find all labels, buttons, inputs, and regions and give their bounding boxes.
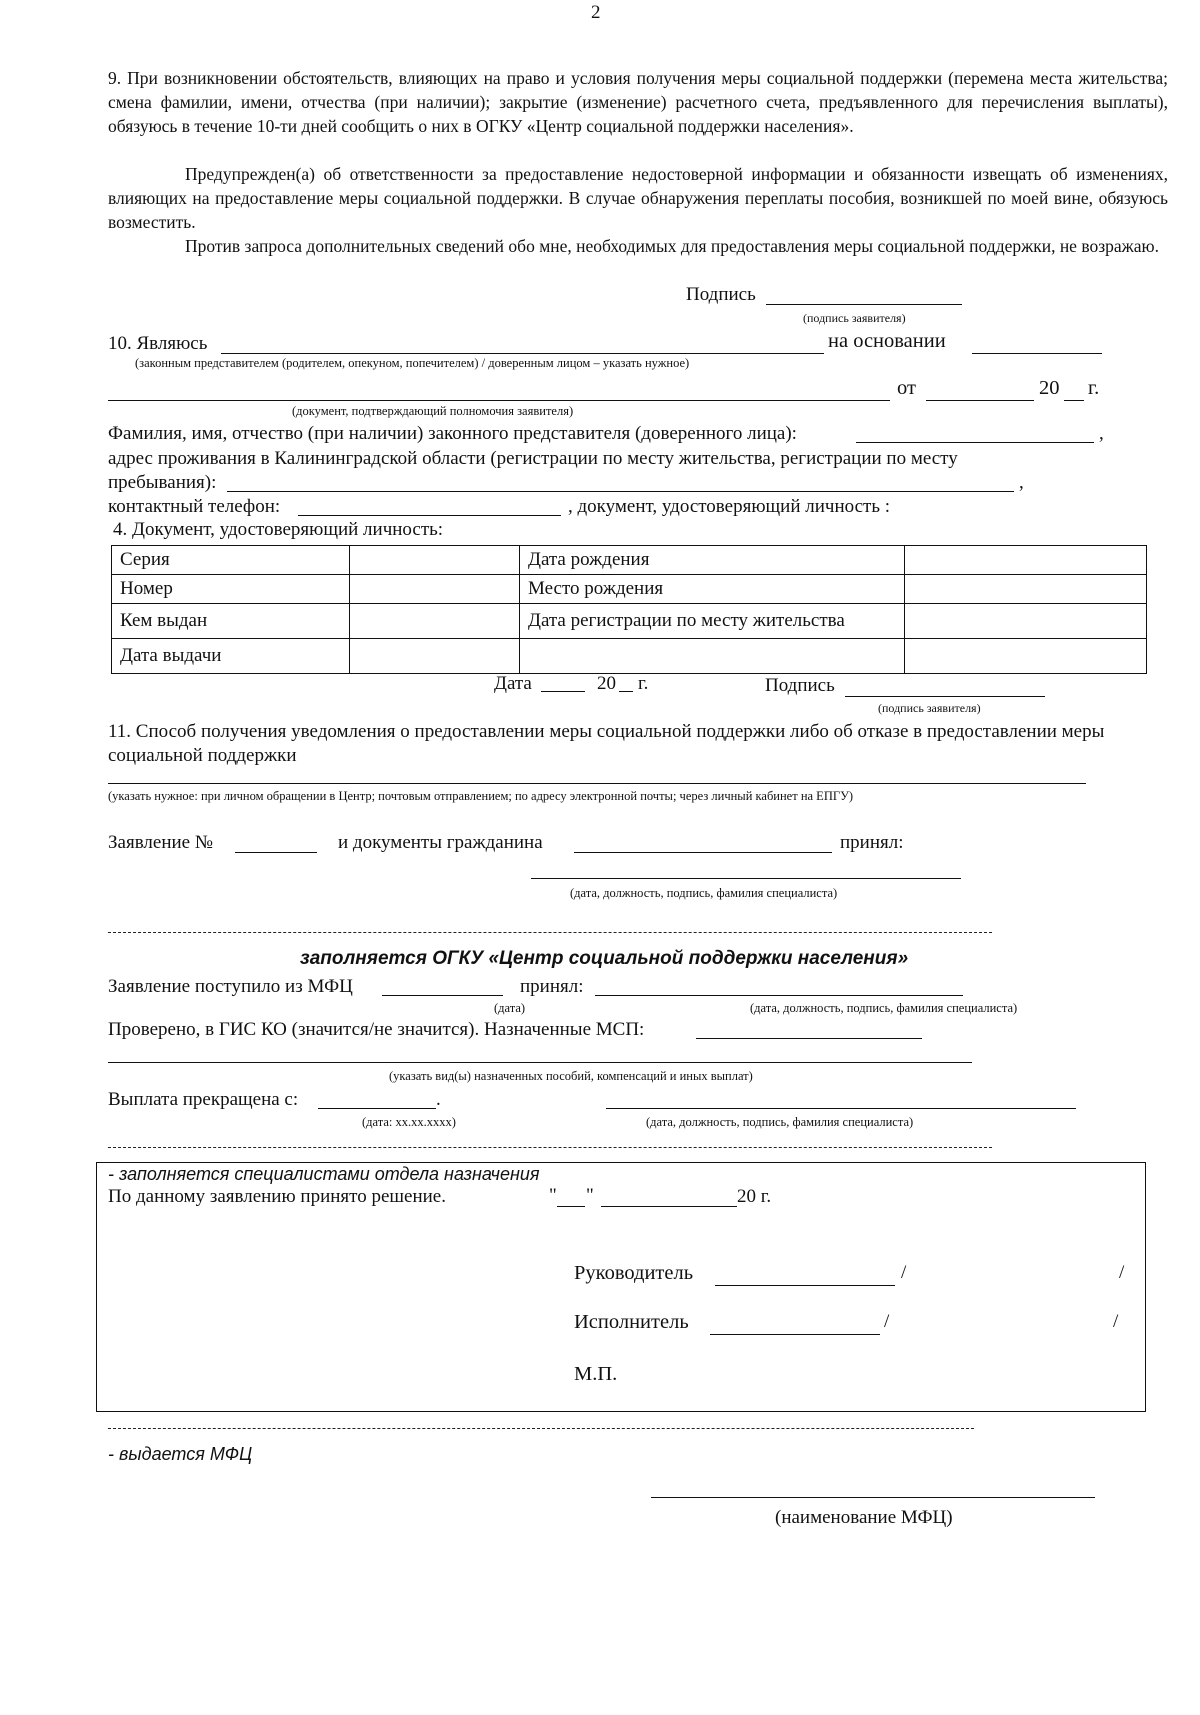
ogku-specialist-line-2[interactable]: [606, 1108, 1076, 1109]
cut-line-2: [108, 1147, 992, 1148]
table-row: [112, 639, 1147, 674]
decision-year: 20 г.: [737, 1186, 772, 1207]
representative-line[interactable]: [221, 353, 824, 354]
authority-year-suffix: г.: [1088, 377, 1100, 399]
citizen-line[interactable]: [574, 852, 832, 853]
received-date-line[interactable]: [382, 995, 503, 996]
documents-label: и документы гражданина: [338, 832, 543, 853]
table-cell-label: Дата регистрации по месту жительства: [520, 604, 905, 639]
page-number: 2: [591, 2, 601, 23]
decision-label: По данному заявлению принято решение.: [108, 1186, 446, 1207]
specialist-line-1[interactable]: [531, 878, 961, 879]
date-year-suffix: г.: [638, 673, 649, 694]
fio-line[interactable]: [856, 442, 1094, 443]
issued-by-mfc: - выдается МФЦ: [108, 1444, 253, 1464]
cut-line-3: [108, 1428, 974, 1429]
accepted-label: принял:: [840, 832, 904, 853]
table-cell-label: Место рождения: [520, 575, 905, 604]
specialist-hint-1: (дата, должность, подпись, фамилия специалиста): [570, 886, 838, 900]
gis-check-label: Проверено, в ГИС КО (значится/не значится). Назначенные МСП:: [108, 1019, 645, 1040]
executor-slash-2: /: [1113, 1311, 1119, 1332]
ogku-accepted-label: принял:: [520, 976, 584, 997]
table-cell-label: Серия: [112, 546, 350, 575]
ogku-specialist-hint: (дата, должность, подпись, фамилия специалиста): [750, 1001, 1018, 1015]
id-table-caption: 4. Документ, удостоверяющий личность:: [113, 519, 444, 540]
table-cell-value[interactable]: [905, 575, 1147, 604]
fio-comma: ,: [1099, 423, 1104, 444]
table-cell-value[interactable]: [350, 575, 520, 604]
payment-stopped-label: Выплата прекращена с:: [108, 1089, 299, 1110]
head-slash-2: /: [1119, 1262, 1125, 1283]
signature-hint-2: (подпись заявителя): [878, 701, 981, 715]
decision-month-line[interactable]: [601, 1206, 737, 1207]
application-number-line[interactable]: [235, 852, 317, 853]
date-format-hint: (дата: хх.хх.хххх): [362, 1115, 456, 1129]
table-cell-value[interactable]: [350, 639, 520, 674]
payment-stopped-dot: .: [436, 1089, 441, 1110]
representative-hint: (законным представителем (родителем, опекуном, попечителем) / доверенным лицом – указать нужное): [135, 356, 690, 370]
phone-label: контактный телефон:: [108, 496, 281, 517]
address-label-2: пребывания):: [108, 472, 217, 493]
item10-iam: 10. Являюсь: [108, 333, 208, 354]
phone-line[interactable]: [298, 515, 561, 516]
ogku-section-title: заполняется ОГКУ «Центр социальной поддержки населения»: [300, 948, 909, 969]
address-label-1: адрес проживания в Калининградской области (регистрации по месту жительства, регистрации по месту: [108, 448, 958, 469]
decision-box-title: - заполняется специалистами отдела назначения: [108, 1164, 540, 1184]
ogku-specialist-line[interactable]: [595, 995, 963, 996]
basis-label: на основании: [828, 330, 946, 352]
address-comma: ,: [1019, 472, 1024, 493]
fio-label: Фамилия, имя, отчество (при наличии) законного представителя (доверенного лица):: [108, 423, 797, 444]
notification-method-hint: (указать нужное: при личном обращении в Центр; почтовым отправлением; по адресу электронной почты; через личный кабинет на ЕПГУ): [108, 789, 854, 803]
authority-year: 20: [1039, 377, 1060, 399]
received-from-mfc-label: Заявление поступило из МФЦ: [108, 976, 353, 997]
benefits-line[interactable]: [108, 1062, 972, 1063]
table-cell-value[interactable]: [350, 546, 520, 575]
table-row: [112, 575, 1147, 604]
item9-paragraph2: Предупрежден(а) об ответственности за предоставление недостоверной информации и обязанности извещать об изменениях, влияющих на предоставление меры социальной поддержки. В случае обнаружения переплаты пособия, возникшей по моей вине, обязуюсь возместить.: [108, 164, 1168, 232]
notification-method-line[interactable]: [108, 783, 1086, 784]
signature-line-2[interactable]: [845, 696, 1045, 697]
from-label: от: [897, 377, 916, 399]
signature-label-2: Подпись: [765, 675, 835, 696]
date-line[interactable]: [541, 691, 585, 692]
mfc-name-line[interactable]: [651, 1497, 1095, 1498]
date-label: Дата: [494, 673, 532, 694]
table-row: [112, 546, 1147, 575]
table-cell-label: Номер: [112, 575, 350, 604]
table-cell-label: Кем выдан: [112, 604, 350, 639]
table-cell-label: Дата рождения: [520, 546, 905, 575]
executor-label: Исполнитель: [574, 1311, 689, 1333]
assigned-msp-line[interactable]: [696, 1038, 922, 1039]
authority-date-line[interactable]: [926, 400, 1034, 401]
authority-doc-hint: (документ, подтверждающий полномочия заявителя): [292, 404, 574, 418]
table-cell-value[interactable]: [905, 546, 1147, 575]
authority-doc-line[interactable]: [108, 400, 890, 401]
payment-stopped-date-line[interactable]: [318, 1108, 436, 1109]
head-signature-line[interactable]: [715, 1285, 895, 1286]
item11-text: 11. Способ получения уведомления о предоставлении меры социальной поддержки либо об отказе в предоставлении меры социальной поддержки: [108, 721, 1105, 766]
stamp-label: М.П.: [574, 1363, 618, 1385]
signature-line-1[interactable]: [766, 304, 962, 305]
table-cell-label: Дата выдачи: [112, 639, 350, 674]
item9-paragraph1: 9. При возникновении обстоятельств, влияющих на право и условия получения меры социальной поддержки (перемена места жительства; смена фамилии, имени, отчества (при наличии); закрытие (изменение) расчетного счета, предъявленного для перечисления выплаты), обязуюсь в течение 10-ти дней сообщить о них в ОГКУ «Центр социальной поддержки населения».: [108, 68, 1168, 136]
cut-line-1: [108, 932, 992, 933]
decision-quote-close: ": [586, 1185, 594, 1206]
table-cell-value[interactable]: [905, 639, 1147, 674]
signature-hint-1: (подпись заявителя): [803, 311, 906, 325]
decision-quote-open: ": [549, 1185, 557, 1206]
benefits-hint: (указать вид(ы) назначенных пособий, компенсаций и иных выплат): [389, 1069, 753, 1083]
address-line[interactable]: [227, 491, 1014, 492]
decision-day-line[interactable]: [557, 1206, 585, 1207]
date-year-line[interactable]: [619, 691, 633, 692]
id-document-table: [111, 545, 1147, 674]
basis-line[interactable]: [972, 353, 1102, 354]
signature-label-1: Подпись: [686, 284, 756, 305]
table-cell-label: [520, 639, 905, 674]
item9-paragraph3: Против запроса дополнительных сведений обо мне, необходимых для предоставления меры социальной поддержки, не возражаю.: [185, 236, 1159, 256]
ogku-specialist-hint-2: (дата, должность, подпись, фамилия специалиста): [646, 1115, 914, 1129]
executor-slash-1: /: [884, 1311, 890, 1332]
head-slash-1: /: [901, 1262, 907, 1283]
executor-signature-line[interactable]: [710, 1334, 880, 1335]
application-number-label: Заявление №: [108, 832, 213, 853]
table-cell-value[interactable]: [905, 604, 1147, 639]
mfc-name-hint: (наименование МФЦ): [775, 1507, 953, 1528]
head-label: Руководитель: [574, 1262, 694, 1284]
authority-year-line[interactable]: [1064, 400, 1084, 401]
received-date-hint: (дата): [494, 1001, 526, 1015]
table-cell-value[interactable]: [350, 604, 520, 639]
id-doc-label: , документ, удостоверяющий личность :: [568, 496, 891, 517]
date-year: 20: [597, 673, 616, 694]
table-row: [112, 604, 1147, 639]
